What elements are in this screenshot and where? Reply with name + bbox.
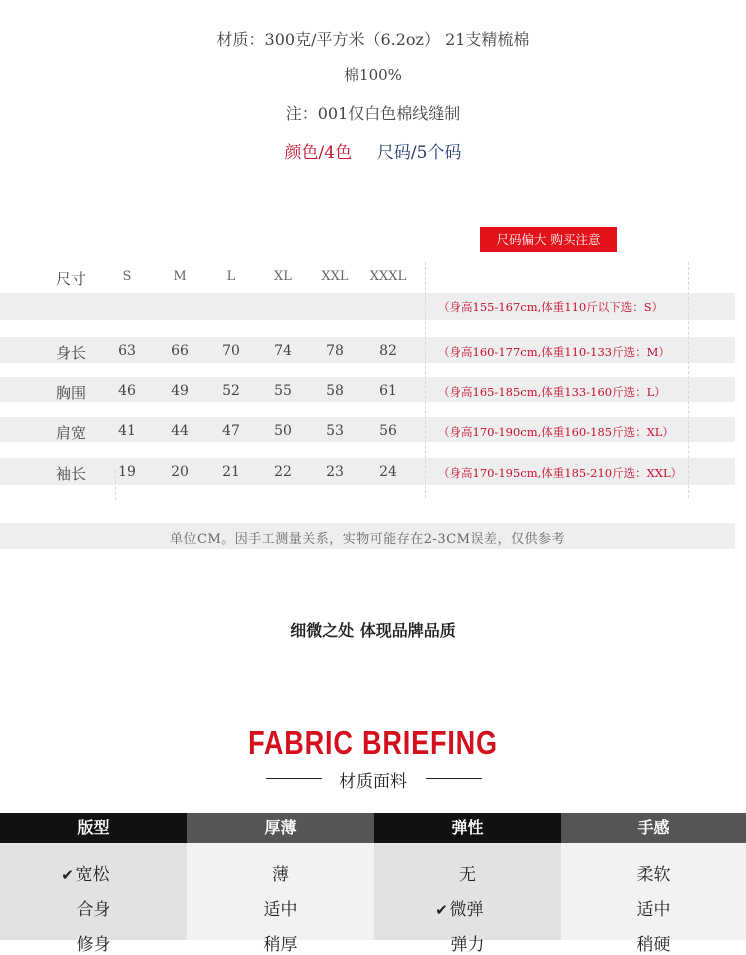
column-divider xyxy=(688,262,689,498)
check-icon: ✔ xyxy=(61,866,74,884)
fabric-header-1: 厚薄 xyxy=(187,813,374,843)
table-cell: 70 xyxy=(222,343,240,359)
table-cell: 56 xyxy=(379,423,397,439)
fabric-option xyxy=(561,860,746,885)
table-cell: 78 xyxy=(326,343,344,359)
fabric-option xyxy=(0,930,187,955)
table-cell: 50 xyxy=(274,423,292,439)
sizes-count: 尺码/5个码 xyxy=(376,143,462,163)
fabric-option-label: 微弹 xyxy=(449,900,484,920)
fabric-option xyxy=(561,930,746,955)
colors-count: 颜色/4色 xyxy=(284,143,353,163)
table-cell: 22 xyxy=(274,464,292,480)
fabric-option-label: 稍厚 xyxy=(263,935,298,955)
unit-note: 单位CM。因手工测量关系，实物可能存在2-3CM误差，仅供参考 xyxy=(170,532,565,547)
table-cell: 21 xyxy=(222,464,240,480)
fabric-option-label: 合身 xyxy=(76,900,111,920)
cotton-line: 棉100% xyxy=(344,66,402,84)
fabric-subtitle: 材质面料 xyxy=(339,772,407,792)
fabric-option-label: 稍硬 xyxy=(636,935,671,955)
fabric-option xyxy=(374,895,561,920)
table-cell: 46 xyxy=(118,383,136,399)
table-cell: 24 xyxy=(379,464,397,480)
table-cell: 20 xyxy=(171,464,189,480)
fabric-option-label: 适中 xyxy=(263,900,298,920)
table-cell: 66 xyxy=(171,343,189,359)
table-cell: 61 xyxy=(379,383,397,399)
table-cell: 23 xyxy=(326,464,344,480)
colors-sizes-line xyxy=(0,138,746,163)
fabric-option-label: 弹力 xyxy=(450,935,485,955)
fabric-column xyxy=(561,843,746,955)
fabric-header-2: 弹性 xyxy=(374,813,561,843)
size-recommendation: （身高170-190cm,体重160-185斤选：XL） xyxy=(438,425,674,439)
table-cell: 53 xyxy=(326,423,344,439)
fabric-title: FABRIC BRIEFING xyxy=(248,724,498,761)
fabric-option xyxy=(187,930,374,955)
fabric-option xyxy=(187,895,374,920)
fabric-option-label: 薄 xyxy=(272,865,289,885)
fabric-option-label: 无 xyxy=(459,865,476,885)
size-recommendation: （身高155-167cm,体重110斤以下选：S） xyxy=(438,300,664,314)
fabric-option xyxy=(0,860,187,885)
size-header-l: L xyxy=(226,269,236,284)
column-divider xyxy=(425,262,426,498)
table-cell: 52 xyxy=(222,383,240,399)
table-cell: 19 xyxy=(118,464,136,480)
size-recommendation: （身高165-185cm,体重133-160斤选：L） xyxy=(438,385,666,399)
fabric-column xyxy=(374,843,561,955)
fabric-option-label: 柔软 xyxy=(636,865,671,885)
row-label: 肩宽 xyxy=(56,424,87,442)
detail-title: 细微之处 体现品牌品质 xyxy=(290,621,456,640)
table-cell: 82 xyxy=(379,343,397,359)
note-line: 注：001仅白色棉线缝制 xyxy=(285,104,461,123)
fabric-option xyxy=(187,860,374,885)
size-header-m: M xyxy=(173,269,187,284)
size-notice-badge: 尺码偏大 购买注意 xyxy=(480,227,617,252)
check-icon: ✔ xyxy=(435,901,448,919)
fabric-option-label: 修身 xyxy=(76,935,111,955)
table-cell: 44 xyxy=(171,423,189,439)
size-header-xxl: XXL xyxy=(321,269,349,284)
table-cell: 63 xyxy=(118,343,136,359)
fabric-option xyxy=(561,895,746,920)
size-header-s: S xyxy=(122,269,132,284)
table-cell: 49 xyxy=(171,383,189,399)
fabric-header-0: 版型 xyxy=(0,813,187,843)
row-label: 袖长 xyxy=(56,465,87,483)
row-label: 胸围 xyxy=(56,384,87,402)
divider-line xyxy=(426,778,482,779)
size-recommendation: （身高160-177cm,体重110-133斤选：M） xyxy=(438,345,670,359)
fabric-option xyxy=(374,860,561,885)
material-line: 材质：300克/平方米（6.2oz） 21支精梳棉 xyxy=(216,30,530,49)
fabric-column xyxy=(0,843,187,955)
table-cell: 41 xyxy=(118,423,136,439)
table-cell: 74 xyxy=(274,343,292,359)
table-cell: 58 xyxy=(326,383,344,399)
fabric-header-3: 手感 xyxy=(561,813,746,843)
size-recommendation: （身高170-195cm,体重185-210斤选：XXL） xyxy=(438,466,683,480)
row-label: 身长 xyxy=(56,344,87,362)
fabric-option-label: 宽松 xyxy=(75,865,110,885)
table-cell: 55 xyxy=(274,383,292,399)
size-header-xl: XL xyxy=(274,269,292,284)
fabric-option-label: 适中 xyxy=(636,900,671,920)
size-header-label: 尺寸 xyxy=(56,270,87,288)
fabric-column xyxy=(187,843,374,955)
table-cell: 47 xyxy=(222,423,240,439)
size-header-xxxl: XXXL xyxy=(369,269,407,284)
fabric-option xyxy=(0,895,187,920)
fabric-option xyxy=(374,930,561,955)
